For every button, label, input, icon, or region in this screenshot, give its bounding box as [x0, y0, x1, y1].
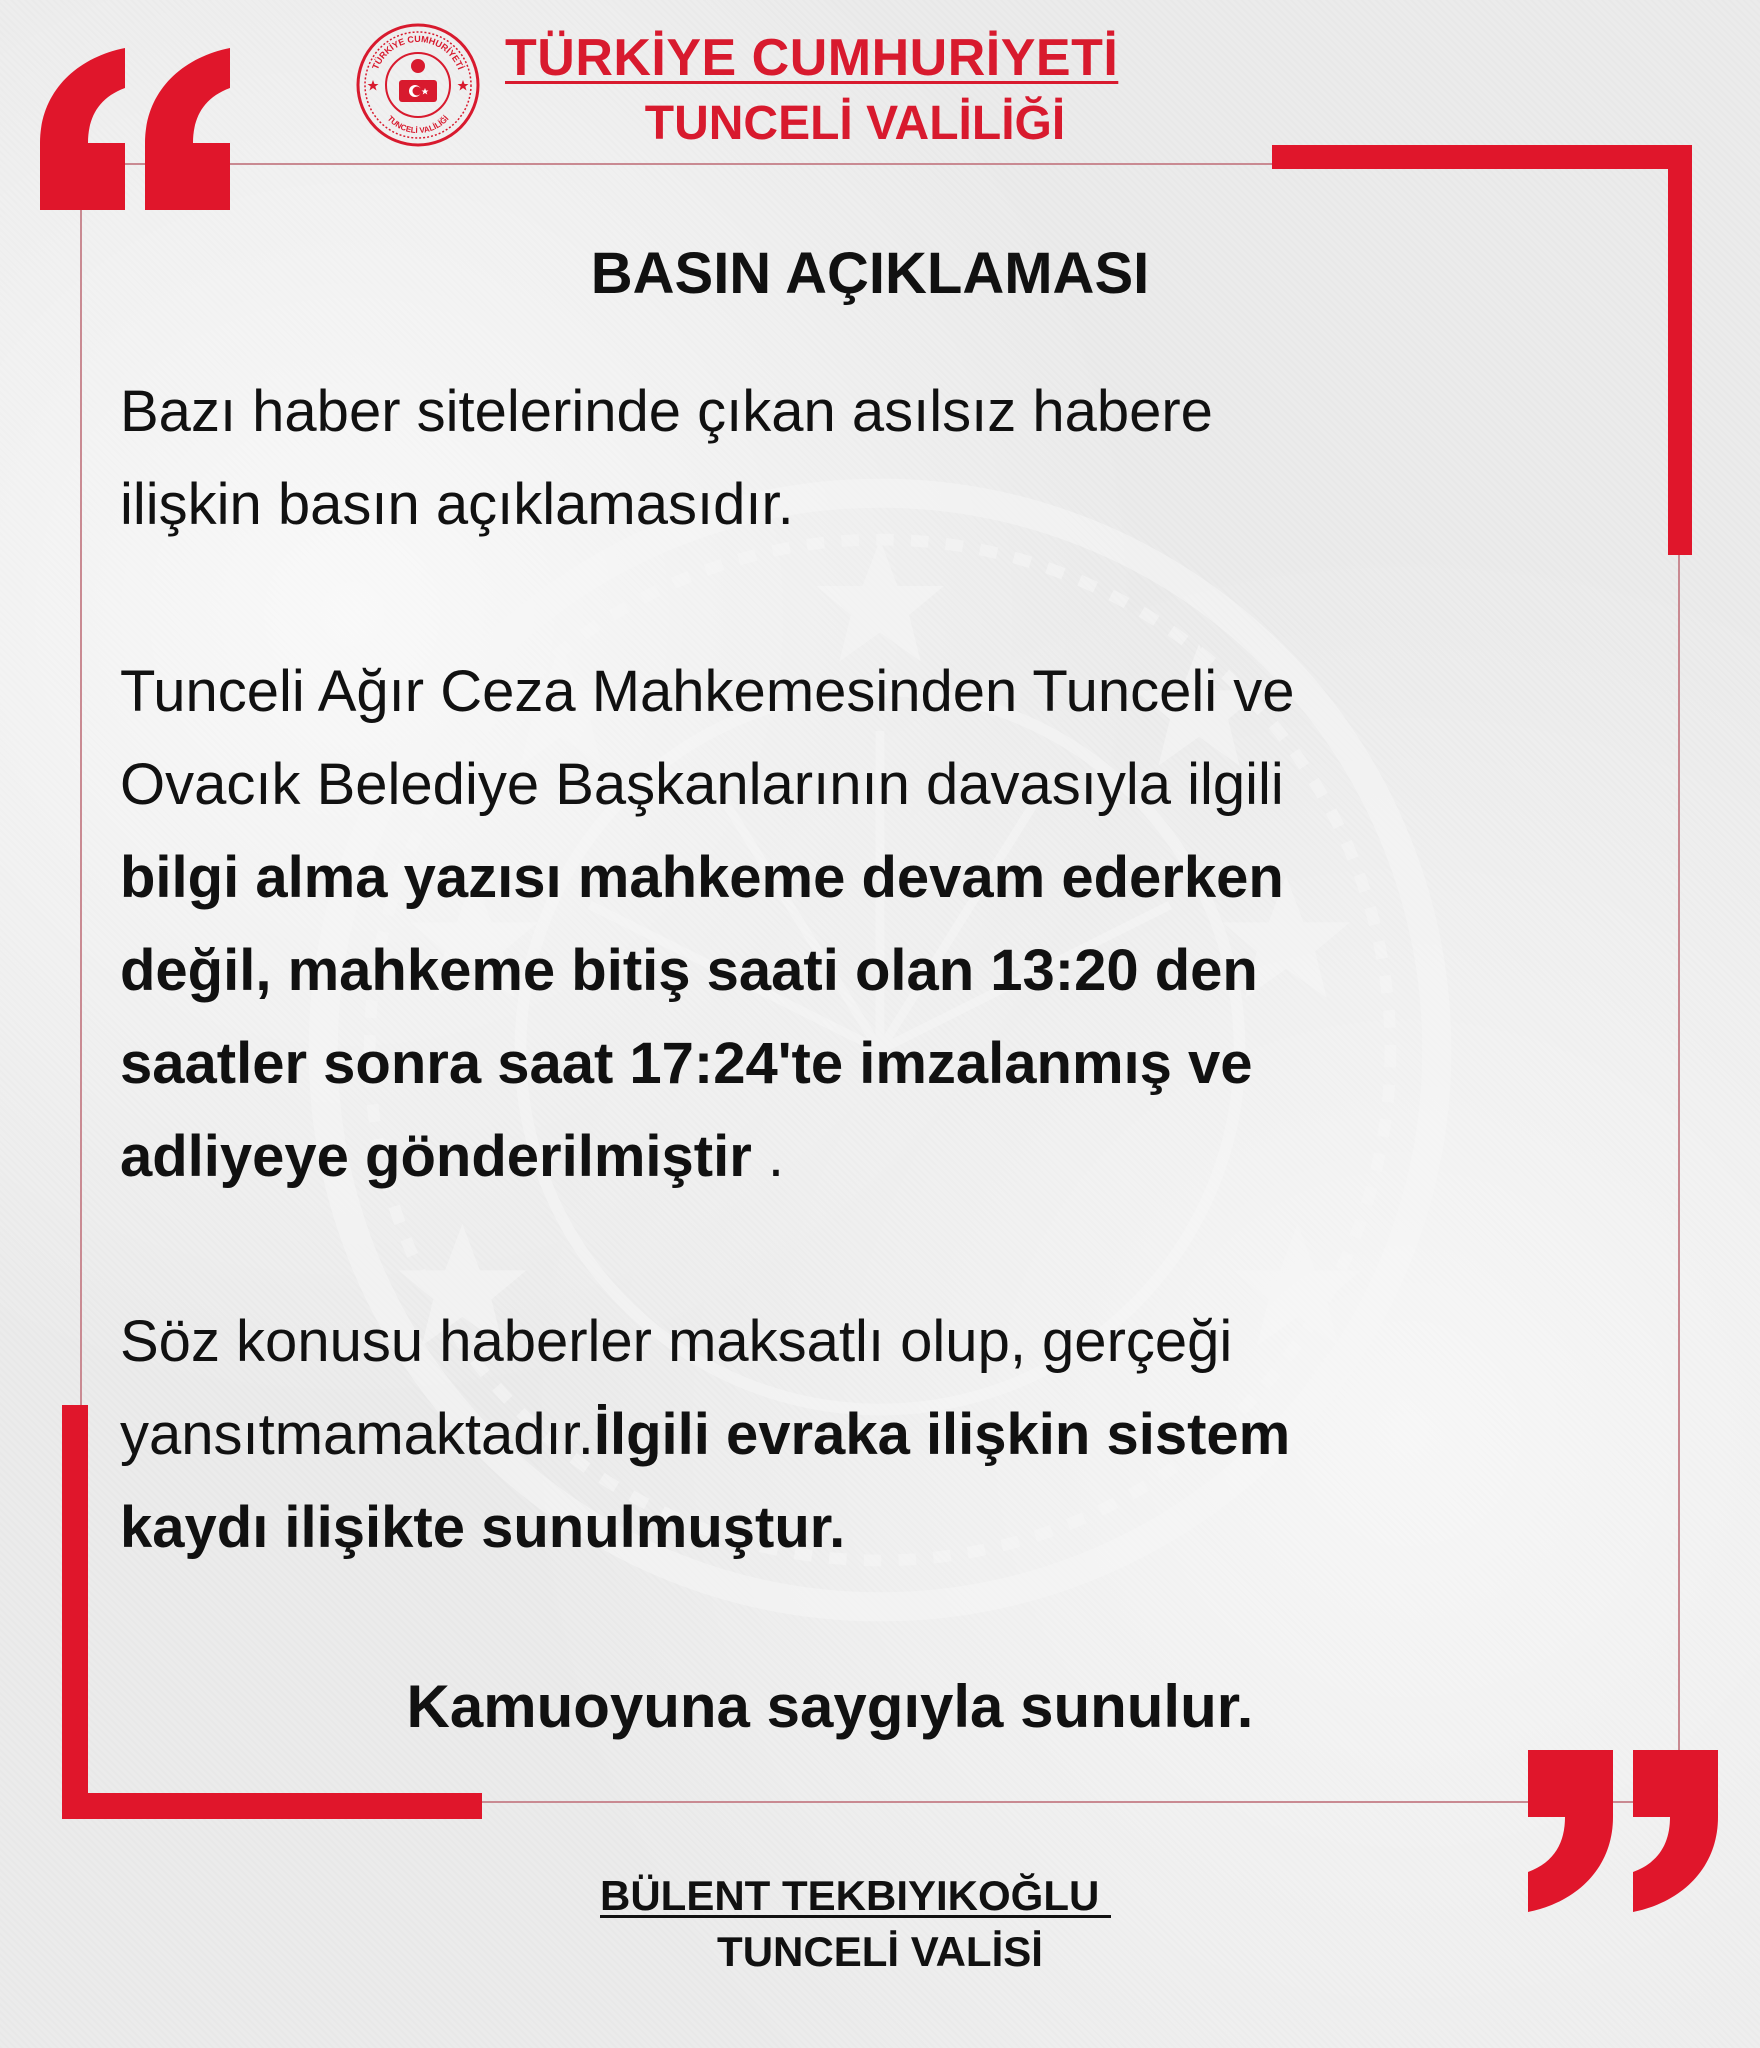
red-bracket-bottom — [62, 1793, 482, 1819]
red-bracket-top-vertical — [1668, 145, 1692, 555]
red-bracket-top — [1272, 145, 1692, 169]
red-bracket-bottom-vertical — [62, 1405, 88, 1817]
paragraph-line: Tunceli Ağır Ceza Mahkemesinden Tunceli ve — [120, 659, 1295, 724]
paragraph-bold-line: saatler sonra saat 17:24'te imzalanmış ve — [120, 1031, 1253, 1096]
header-title: TÜRKİYE CUMHURİYETİ — [505, 29, 1119, 87]
seal-top-text: TÜRKİYE CUMHURİYETİ — [370, 33, 466, 71]
header-subtitle: TUNCELİ VALİLİĞİ — [644, 97, 1066, 150]
paragraph-main — [120, 645, 1520, 1203]
paragraph-bold-line: kaydı ilişikte sunulmuştur. — [120, 1495, 846, 1560]
open-quote-icon — [40, 48, 230, 210]
paragraph-bold-line: adliyeye gönderilmiştir . — [120, 1124, 785, 1189]
paragraph-line: Ovacık Belediye Başkanlarının davasıyla ilgili — [120, 752, 1284, 817]
governorship-seal-icon — [355, 22, 481, 148]
paragraph-conclusion — [120, 1295, 1520, 1574]
paragraph-line: Söz konusu haberler maksatlı olup, gerçeği — [120, 1309, 1233, 1374]
paragraph-line: Bazı haber sitelerinde çıkan asılsız habere — [120, 379, 1213, 444]
seal-bottom-text: TUNCELİ VALİLİĞİ — [385, 113, 451, 136]
signatory-name: BÜLENT TEKBIYIKOĞLU — [600, 1872, 1111, 1919]
signatory-title: TUNCELİ VALİSİ — [717, 1928, 1043, 1975]
close-quote-icon — [1528, 1750, 1718, 1912]
document-title: BASIN AÇIKLAMASI — [590, 241, 1150, 306]
paragraph-line: yansıtmamaktadır.İlgili evraka ilişkin sistem — [120, 1402, 1291, 1467]
paragraph-intro — [120, 365, 1520, 551]
closing-statement: Kamuoyuna saygıyla sunulur. — [406, 1673, 1254, 1740]
paragraph-bold-line: bilgi alma yazısı mahkeme devam ederken — [120, 845, 1284, 910]
paragraph-bold-line: değil, mahkeme bitiş saati olan 13:20 den — [120, 938, 1258, 1003]
paragraph-line: ilişkin basın açıklamasıdır. — [120, 472, 794, 537]
